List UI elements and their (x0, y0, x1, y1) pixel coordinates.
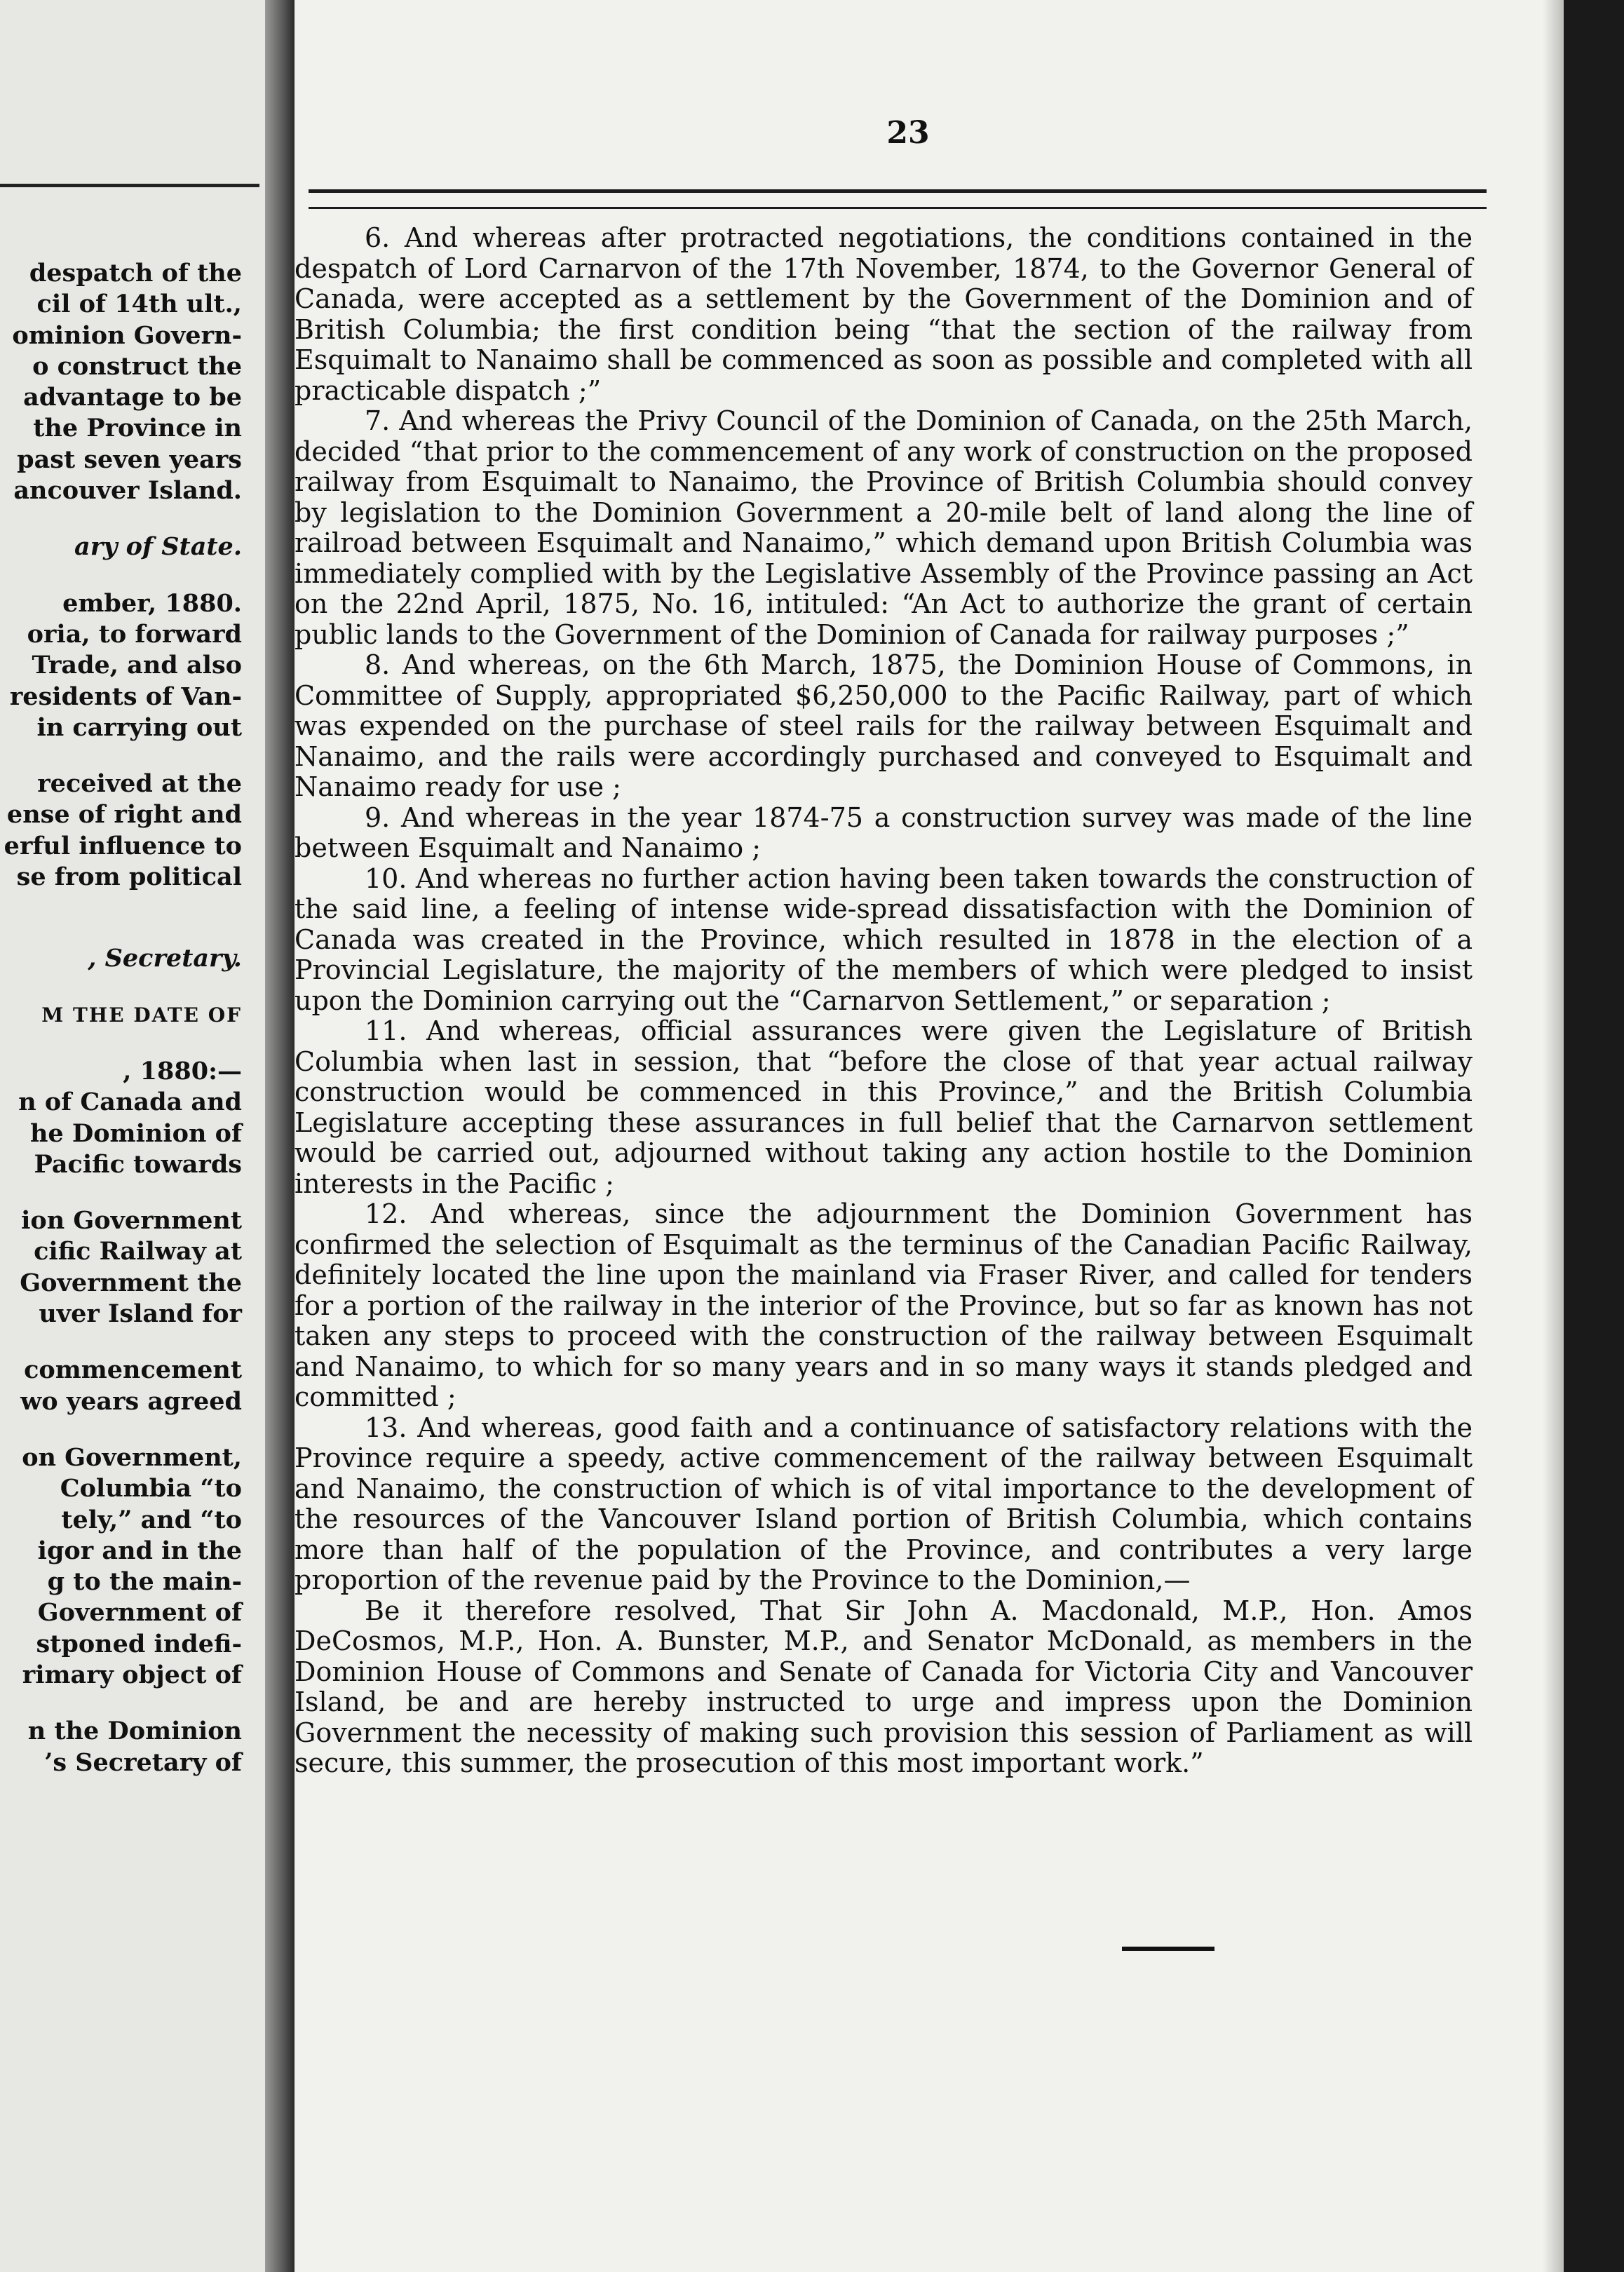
left-line: Pacific towards (34, 1149, 242, 1179)
left-line: ancouver Island. (13, 476, 242, 506)
page-number: 23 (886, 115, 930, 151)
left-line: tely,” and “to (61, 1505, 242, 1534)
paragraph-7: 7. And whereas the Privy Council of the Dominion of Canada, on the 25th March, decided “that prior to the commencement of any work of construction on the proposed railway from Esquimalt to Nanaimo, the Province of British Columbia should convey by legislation to the Dominion Government a 20-mile belt of land along the line of railroad between Esquimalt and Nanaimo,” which demand upon British Columbia was immediately complied with by the Legislative Assembly of the Province passing an Act on the 22nd April, 1875, No. 16, intituled: “An Act to authorize the grant of certain public lands to the Government of the Dominion of Canada for railway purposes ;” (295, 405, 1473, 650)
body-text (295, 223, 1473, 1779)
left-page-fragment (0, 0, 265, 2272)
left-line: oria, to forward (27, 619, 242, 649)
left-line: ’s Secretary of (44, 1747, 242, 1777)
left-line: se from political (16, 863, 242, 892)
left-page-text (0, 258, 242, 1778)
header-double-rule (309, 189, 1487, 209)
left-line: commencement (24, 1355, 242, 1385)
left-caption: M THE DATE OF (41, 1003, 242, 1027)
left-line: residents of Van- (9, 682, 242, 711)
left-line: cific Railway at (34, 1237, 242, 1266)
left-line: Columbia “to (60, 1474, 242, 1503)
left-line: advantage to be (23, 383, 242, 412)
left-line: ense of right and (6, 800, 242, 830)
left-line: Government of (37, 1598, 242, 1628)
left-line: o construct the (32, 351, 242, 381)
end-rule (1122, 1947, 1214, 1951)
left-line: wo years agreed (20, 1386, 242, 1416)
paragraph-13: 13. And whereas, good faith and a continuance of satisfactory relations with the Province require a speedy, active commencement of the railway between Esquimalt and Nanaimo, the construction of which is of vital importance to the development of the resources of the Vancouver Island portion of British Columbia, which contains more than half of the population of the Province, and contributes a very large proportion of the revenue paid by the Province to the Dominion,— (295, 1412, 1473, 1595)
left-date-2: , 1880:— (123, 1056, 242, 1086)
left-line: rimary object of (22, 1660, 242, 1689)
left-line: n of Canada and (18, 1088, 242, 1117)
left-line: in carrying out (36, 712, 242, 742)
page-edge-shadow (1543, 0, 1564, 2272)
left-heading: ary of State. (74, 532, 242, 562)
paragraph-8: 8. And whereas, on the 6th March, 1875, the Dominion House of Commons, in Committee of Supply, appropriated $6,250,000 to the Pacific Railway, part of which was expended on the purchase of steel rails for the railway between Esquimalt and Nanaimo, and the rails were accordingly purchased and conveyed to Esquimalt and Nanaimo ready for use ; (295, 649, 1473, 802)
paragraph-12: 12. And whereas, since the adjournment the Dominion Government has confirmed the selection of Esquimalt as the terminus of the Canadian Pacific Railway, definitely located the line upon the mainland via Fraser River, and called for tenders for a portion of the railway in the interior of the Province, but so far as known has not taken any steps to proceed with the construction of the railway between Esquimalt and Nanaimo, to which for so many years and in so many ways it stands pledged and committed ; (295, 1198, 1473, 1412)
left-line: erful influence to (4, 831, 242, 860)
paragraph-11: 11. And whereas, official assurances were given the Legislature of British Columbia when last in session, that “before the close of that year actual railway construction would be commenced in this Province,” and the British Columbia Legislature accepting these assurances in full belief that the Carnarvon settlement would be carried out, adjourned without taking any action hostile to the Dominion interests in the Pacific ; (295, 1015, 1473, 1199)
left-line: uver Island for (39, 1299, 242, 1329)
left-line: igor and in the (37, 1536, 242, 1565)
left-line: the Province in (33, 414, 242, 443)
left-line: cil of 14th ult., (36, 290, 242, 319)
left-line: n the Dominion (27, 1717, 242, 1746)
left-line: Trade, and also (32, 651, 242, 680)
left-line: g to the main- (47, 1567, 242, 1597)
left-line: Government the (20, 1268, 242, 1297)
left-line: ominion Govern- (12, 320, 242, 350)
left-line: despatch of the (29, 259, 242, 288)
left-signature: , Secretary. (88, 944, 242, 973)
left-line: ion Government (21, 1206, 242, 1236)
paragraph-9: 9. And whereas in the year 1874-75 a construction survey was made of the line between Esquimalt and Nanaimo ; (295, 802, 1473, 863)
left-date: ember, 1880. (62, 588, 242, 618)
left-line: on Government, (22, 1442, 242, 1472)
left-line: stponed indefi- (36, 1629, 242, 1658)
resolution-paragraph: Be it therefore resolved, That Sir John A. Macdonald, M.P., Hon. Amos DeCosmos, M.P., Hon. A. Bunster, M.P., and Senator McDonald, as members in the Dominion House of Commons and Senate of Canada for Victoria City and Vancouver Island, be and are hereby instructed to urge and impress upon the Dominion Government the necessity of making such provision this session of Parliament as will secure, this summer, the prosecution of this most important work.” (295, 1595, 1473, 1778)
paragraph-6: 6. And whereas after protracted negotiations, the conditions contained in the despatch of Lord Carnarvon of the 17th November, 1874, to the Governor General of Canada, were accepted as a settlement by the Government of the Dominion and of British Columbia; the first condition being “that the section of the railway from Esquimalt to Nanaimo shall be commenced as soon as possible and completed with all practicable dispatch ;” (295, 222, 1473, 406)
book-gutter (265, 0, 295, 2272)
header-rule-left (0, 184, 259, 187)
paragraph-10: 10. And whereas no further action having been taken towards the construction of the said line, a feeling of intense wide-spread dissatisfaction with the Dominion of Canada was created in the Province, which resulted in 1878 in the election of a Provincial Legislature, the majority of the members of which were pledged to insist upon the Dominion carrying out the “Carnarvon Settlement,” or separation ; (295, 863, 1473, 1016)
left-line: past seven years (17, 445, 242, 474)
left-line: he Dominion of (29, 1118, 242, 1148)
left-line: received at the (37, 769, 242, 799)
